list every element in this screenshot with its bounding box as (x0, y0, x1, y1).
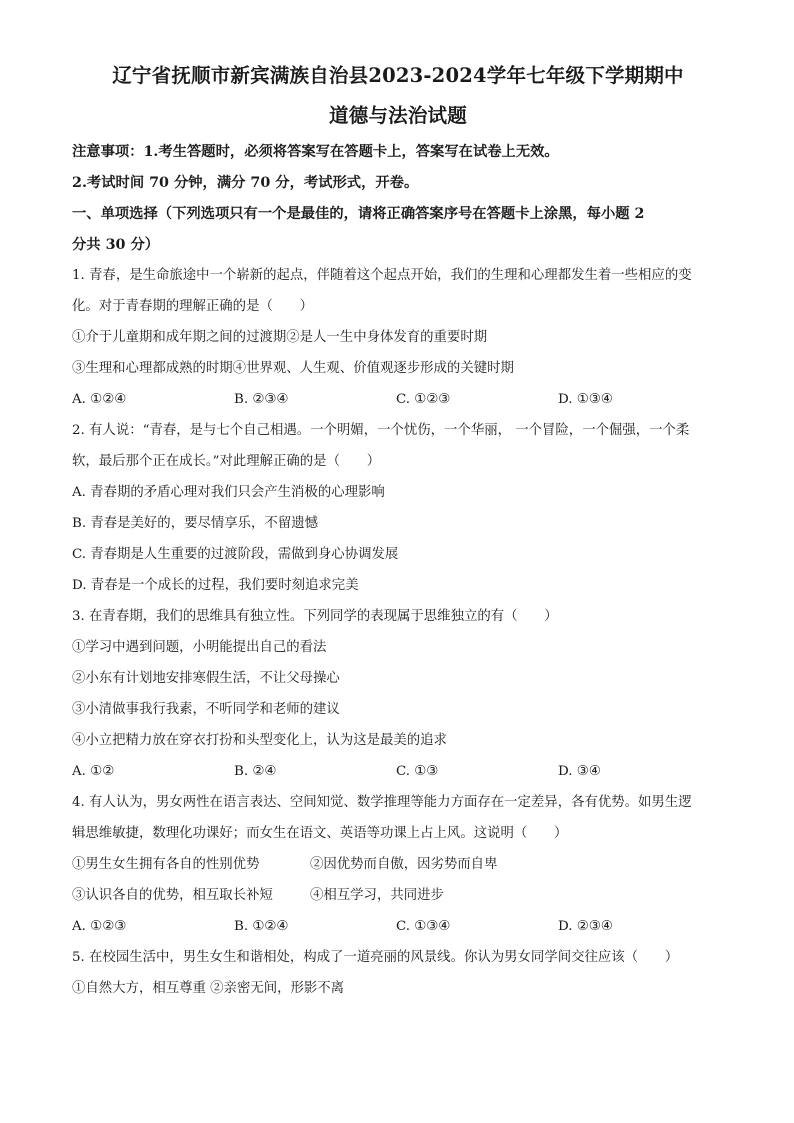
answer-options (72, 762, 724, 782)
question-item: ②小东有计划地安排寒假生活，不让父母操心 (72, 671, 340, 686)
section-heading-line2: 分共 30 分） (72, 237, 160, 253)
exam-page (72, 64, 724, 999)
option-d: D. ②③④ (558, 919, 613, 934)
option-b: B. ①②④ (234, 919, 289, 934)
option-c: C. ①②③ (396, 392, 451, 407)
question-stem: 5. 在校园生活中，男生女生和谐相处，构成了一道亮丽的风景线。你认为男女同学间交往应该（ ） (72, 950, 679, 965)
question-item: ②因优势而自傲，因劣势而自卑 (310, 857, 498, 872)
question-stem: 1. 青春，是生命旅途中一个崭新的起点，伴随着这个起点开始，我们的生理和心理都发生着一些相应的变 (72, 268, 692, 283)
question-item: ④小立把精力放在穿衣打扮和头型变化上，认为这是最美的追求 (72, 733, 447, 748)
option-c: C. ①③④ (396, 919, 451, 934)
question-item: ③认识各自的优势，相互取长补短 (72, 888, 273, 903)
question-item: ①学习中遇到问题，小明能提出自己的看法 (72, 640, 327, 655)
question-stem: 4. 有人认为，男女两性在语言表达、空间知觉、数学推理等能力方面存在一定差异，各有优势。如男生逻 (72, 795, 692, 810)
question-item: ④相互学习，共同进步 (310, 888, 444, 903)
option-a: A. ①②④ (72, 392, 127, 407)
option-d: D. ③④ (558, 764, 601, 779)
section-heading-line1: 一、单项选择（下列选项只有一个是最佳的，请将正确答案序号在答题卡上涂黑，每小题 2 (72, 206, 645, 222)
question-item: ①介于儿童期和成年期之间的过渡期②是人一生中身体发育的重要时期 (72, 330, 488, 345)
exam-title-line2: 道德与法治试题 (329, 104, 467, 127)
option-b: B. ②③④ (234, 392, 289, 407)
choice-b: B. 青春是美好的，要尽情享乐，不留遗憾 (72, 516, 318, 531)
exam-title-line1: 辽宁省抚顺市新宾满族自治县2023-2024学年七年级下学期期中 (112, 64, 684, 87)
option-d: D. ①③④ (558, 392, 613, 407)
notes-line2: 2.考试时间 70 分钟，满分 70 分，考试形式，开卷。 (72, 175, 419, 191)
choice-a: A. 青春期的矛盾心理对我们只会产生消极的心理影响 (72, 485, 385, 500)
question-stem: 2. 有人说：“青春，是与七个自己相遇。一个明媚，一个忧伤，一个华丽， 一个冒险，一个倔强，一个柔 (72, 423, 690, 438)
choice-d: D. 青春是一个成长的过程，我们要时刻追求完美 (72, 578, 359, 593)
option-c: C. ①③ (396, 764, 439, 779)
question-stem: 3. 在青春期，我们的思维具有独立性。下列同学的表现属于思维独立的有（ ） (72, 609, 558, 624)
answer-options (72, 390, 724, 410)
question-3 (72, 607, 724, 782)
question-item-row (72, 886, 724, 906)
option-a: A. ①②③ (72, 919, 127, 934)
option-a: A. ①② (72, 764, 115, 779)
choice-c: C. 青春期是人生重要的过渡阶段，需做到身心协调发展 (72, 547, 399, 562)
notes-line1: 注意事项：1.考生答题时，必须将答案写在答题卡上，答案写在试卷上无效。 (72, 144, 559, 160)
question-item-row (72, 855, 724, 875)
option-b: B. ②④ (234, 764, 277, 779)
question-stem: 化。对于青春期的理解正确的是（ ） (72, 299, 314, 314)
question-item: ③小清做事我行我素，不听同学和老师的建议 (72, 702, 340, 717)
answer-options (72, 917, 724, 937)
question-item: ③生理和心理都成熟的时期④世界观、人生观、价值观逐步形成的关键时期 (72, 361, 514, 376)
question-4 (72, 793, 724, 937)
question-stem: 软，最后那个正在成长。”对此理解正确的是（ ） (72, 454, 381, 469)
question-5 (72, 948, 724, 999)
question-stem: 辑思维敏捷，数理化功课好；而女生在语文、英语等功课上占上风。这说明（ ） (72, 826, 568, 841)
question-2 (72, 421, 724, 596)
question-item: ①男生女生拥有各自的性别优势 (72, 857, 260, 872)
question-1 (72, 266, 724, 410)
question-item: ①自然大方，相互尊重 ②亲密无间，形影不离 (72, 981, 345, 996)
